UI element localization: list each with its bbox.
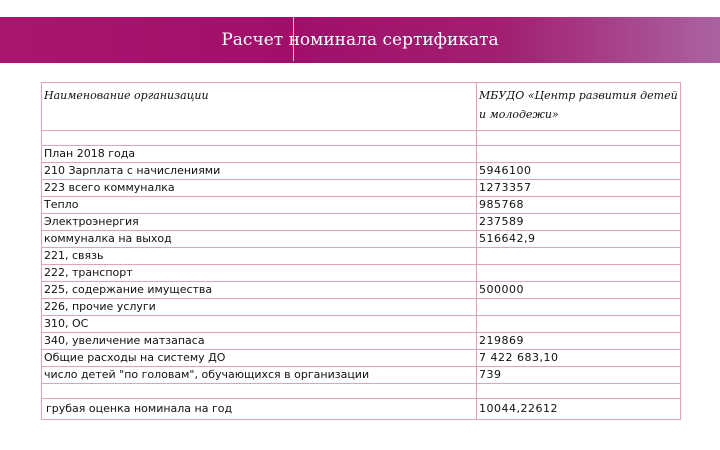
row-value: 5946100	[477, 163, 681, 180]
row-value: 219869	[477, 333, 681, 350]
table-row	[42, 197, 681, 214]
row-label: коммуналка на выход	[42, 231, 477, 248]
row-label: 222, транспорт	[42, 265, 477, 282]
row-value	[477, 248, 681, 265]
table-row	[42, 214, 681, 231]
row-label: 226, прочие услуги	[42, 299, 477, 316]
table-spacer-row	[42, 384, 681, 399]
row-value: 7 422 683,10	[477, 350, 681, 367]
org-value: МБУДО «Центр развития детей и молодежи»	[477, 83, 681, 131]
spacer-cell	[42, 131, 477, 146]
table-row	[42, 180, 681, 197]
row-label: Тепло	[42, 197, 477, 214]
row-value	[477, 316, 681, 333]
table-spacer-row	[42, 131, 681, 146]
row-label: число детей "по головам", обучающихся в организации	[42, 367, 477, 384]
page-title: Расчет номинала сертификата	[221, 30, 499, 50]
row-value: 237589	[477, 214, 681, 231]
table-row	[42, 248, 681, 265]
total-label: грубая оценка номинала на год	[42, 399, 477, 420]
table-row	[42, 333, 681, 350]
row-label: 225, содержание имущества	[42, 282, 477, 299]
row-label: 221, связь	[42, 248, 477, 265]
table-row	[42, 146, 681, 163]
table-row	[42, 299, 681, 316]
spacer-cell	[42, 384, 477, 399]
table-header-row	[42, 83, 681, 131]
table-row	[42, 367, 681, 384]
row-value	[477, 146, 681, 163]
table-row	[42, 163, 681, 180]
row-label: Общие расходы на систему ДО	[42, 350, 477, 367]
row-label: Электроэнергия	[42, 214, 477, 231]
total-value: 10044,22612	[477, 399, 681, 420]
spacer-cell	[477, 384, 681, 399]
row-label: План 2018 года	[42, 146, 477, 163]
row-label: 223 всего коммуналка	[42, 180, 477, 197]
table-row	[42, 231, 681, 248]
row-label: 210 Зарплата с начислениями	[42, 163, 477, 180]
certificate-table	[41, 82, 681, 420]
row-value	[477, 265, 681, 282]
table-row	[42, 282, 681, 299]
row-label: 310, ОС	[42, 316, 477, 333]
spacer-cell	[477, 131, 681, 146]
row-value: 739	[477, 367, 681, 384]
org-label: Наименование организации	[42, 83, 477, 131]
table-row	[42, 350, 681, 367]
table-row	[42, 316, 681, 333]
row-value: 1273357	[477, 180, 681, 197]
table-row	[42, 265, 681, 282]
row-value: 985768	[477, 197, 681, 214]
row-label: 340, увеличение матзапаса	[42, 333, 477, 350]
row-value: 500000	[477, 282, 681, 299]
total-row	[42, 399, 681, 420]
row-value: 516642,9	[477, 231, 681, 248]
row-value	[477, 299, 681, 316]
